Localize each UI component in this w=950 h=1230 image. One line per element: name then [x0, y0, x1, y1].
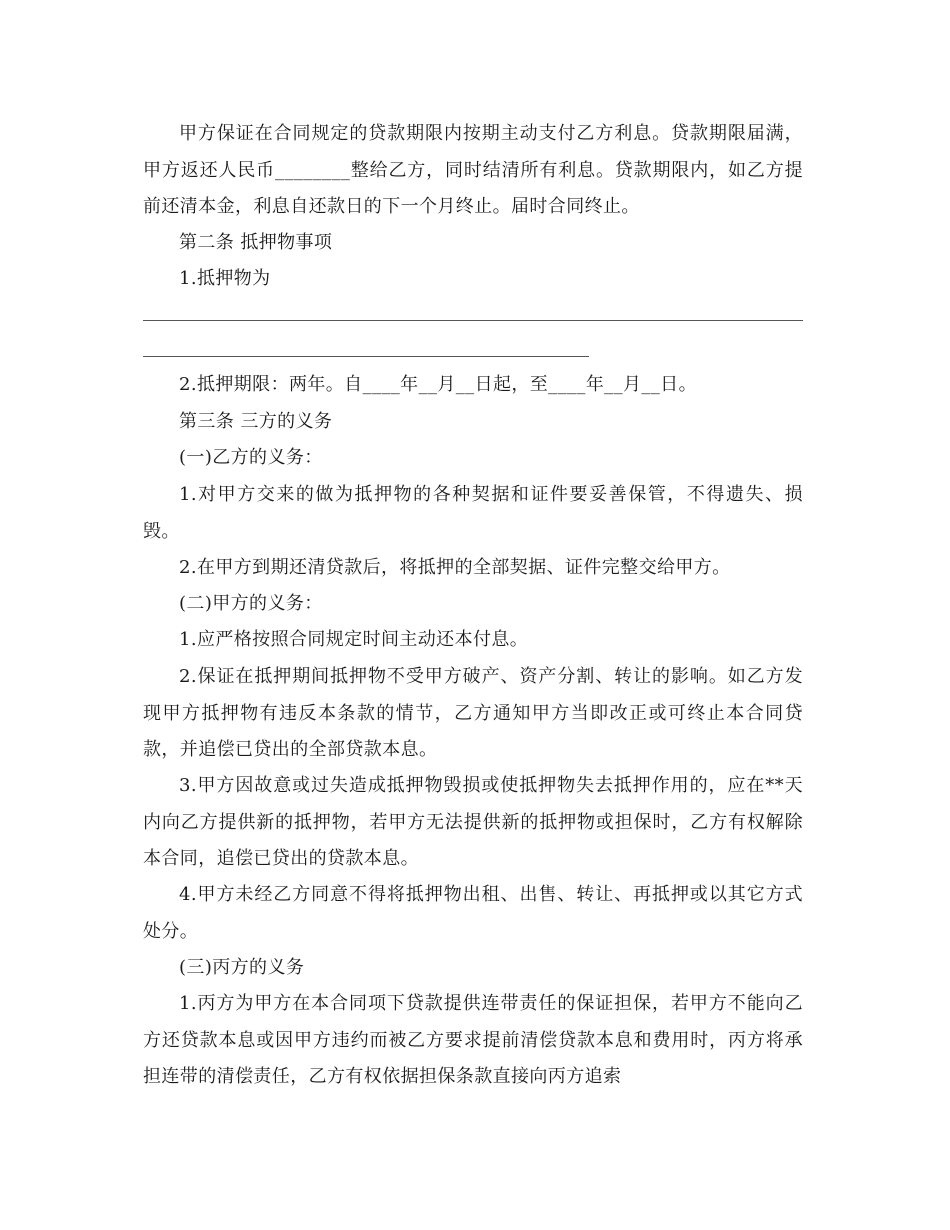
- paragraph-party-a-duty-1: 1.应严格按照合同规定时间主动还本付息。: [179, 629, 529, 650]
- blank-fill-line-2: [143, 356, 589, 357]
- heading-party-b-duties: (一)乙方的义务：: [179, 447, 323, 468]
- paragraph-party-b-duty-2: 2.在甲方到期还清贷款后，将抵押的全部契据、证件完整交给甲方。: [179, 557, 731, 578]
- paragraph-collateral-item: 1.抵押物为: [179, 268, 271, 289]
- paragraph-party-c-duty-1: 1.丙方为甲方在本合同项下贷款提供连带责任的保证担保，若甲方不能向乙方还贷款本息或因甲方违约而被乙方要求提前清偿贷款本息和费用时，丙方将承担连带的清偿责任，乙方有权依据担保条款直接向丙方追索: [143, 993, 803, 1087]
- blank-fill-line-1: [143, 320, 803, 321]
- heading-article-3: 第三条 三方的义务: [179, 411, 333, 432]
- paragraph-party-b-duty-1: 1.对甲方交来的做为抵押物的各种契据和证件要妥善保管，不得遗失、损毁。: [143, 484, 803, 542]
- heading-article-2: 第二条 抵押物事项: [179, 232, 333, 253]
- paragraph-party-a-duty-3: 3.甲方因故意或过失造成抵押物毁损或使抵押物失去抵押作用的，应在**天内向乙方提供新的抵押物，若甲方无法提供新的抵押物或担保时，乙方有权解除本合同，追偿已贷出的贷款本息。: [143, 775, 803, 869]
- paragraph-interest-terms: 甲方保证在合同规定的贷款期限内按期主动支付乙方利息。贷款期限届满，甲方返还人民币________整给乙方，同时结清所有利息。贷款期限内，如乙方提前还清本金，利息自还款日的下一个月终止。届时合同终止。: [143, 123, 803, 217]
- paragraph-collateral-term: 2.抵押期限：两年。自____年__月__日起，至____年__月__日。: [179, 374, 697, 395]
- heading-party-c-duties: (三)丙方的义务: [179, 957, 305, 978]
- paragraph-party-a-duty-2: 2.保证在抵押期间抵押物不受甲方破产、资产分割、转让的影响。如乙方发现甲方抵押物有违反本条款的情节，乙方通知甲方当即改正或可终止本合同贷款，并追偿已贷出的全部贷款本息。: [143, 666, 803, 760]
- heading-party-a-duties: (二)甲方的义务：: [179, 593, 323, 614]
- paragraph-party-a-duty-4: 4.甲方未经乙方同意不得将抵押物出租、出售、转让、再抵押或以其它方式处分。: [143, 884, 803, 942]
